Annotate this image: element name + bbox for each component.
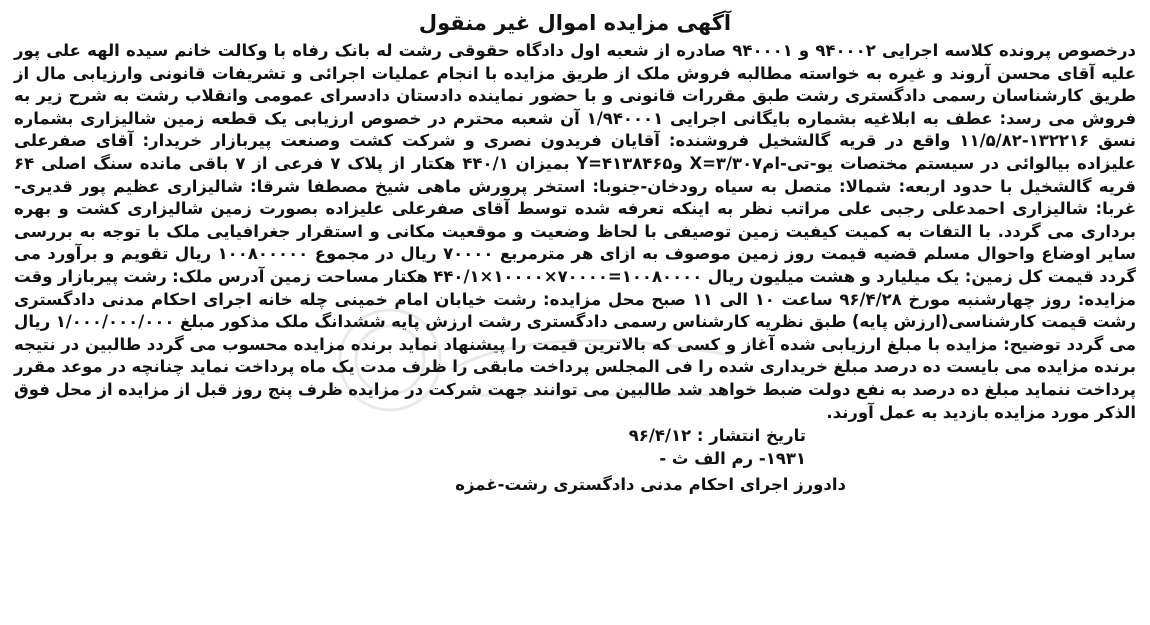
notice-title: آگهی مزایده اموال غیر منقول xyxy=(418,11,732,35)
signature-line: دادورز اجرای احکام مدنی دادگستری رشت-غمزه xyxy=(455,475,846,495)
reference-code: ۱۹۳۱- رم الف ث - xyxy=(659,449,806,469)
publish-date: تاریخ انتشار : ۹۶/۴/۱۲ xyxy=(628,426,806,446)
notice-body: درخصوص پرونده کلاسه اجرایی ۹۴۰۰۰۲ و ۹۴۰۰۰۱ صادره از شعبه اول دادگاه حقوقی رشت له بانک رفاه با وکالت خانم سیده الهه علی پور علیه آقای محسن آروند و غیره به خواسته مطالبه فروش ملک از طریق مزایده با انجام عملیات اجرائی و تشریفات قانونی وارزیابی مال از طریق کارشناسان رسمی دادگستری رشت طبق مقررات قانونی و با حضور نماینده دادستان دادسرای عمومی وانقلاب رشت به شرح زیر به فروش می رسد: عطف به ابلاغیه بشماره بایگانی اجرایی ۱/۹۴۰۰۰۱ آن شعبه محترم در خصوص ارزیابی یک قطعه زمین شالیزاری بشماره نسق ۱۳۲۲۱۶-۱۱/۵/۸۲ واقع در قریه گالشخیل فروشنده: آقایان فریدون نصری و شرکت کشت وصنعت پیربازار خریدار: آقای صفرعلی علیزاده بیالوائی در سیستم مختصات یو-تی-ام۳/۳۰۷=X و۴۱۳۸۴۶۵=Y بمیزان ۴۴۰/۱ هکتار از پلاک ۷ فرعی از ۷ باقی مانده سنگ اصلی ۶۴ قریه گالشخیل با حدود اربعه: شمالا: متصل به سیاه رودخان-جنوبا: استخر پرورش ماهی شیخ مصطفا شرقا: شالیزاری عظیم پور قدیری-غربا: شالیزاری احمدعلی رجبی علی مراتب نظر به اینکه تعرفه شده توسط آقای صفرعلی علیزاده بصورت زمین شالیزاری کشت و بهره برداری می گردد. با التفات به کمیت کیفیت زمین توصیفی با لحاظ وضعیت و موقعیت مکانی و استقرار جغرافیایی ملک با توجه به بررسی سایر اوضاع واحوال مسلم قضیه قیمت روز زمین موصوف به ازای هر مترمربع ۷۰۰۰۰ ریال در مجموع ۱۰۰۸۰۰۰۰۰ ریال تقویم و برآورد می گردد قیمت کل زمین: یک میلیارد و هشت میلیون ریال ۱۰۰۸۰۰۰۰=۷۰۰۰۰×۱۰۰۰۰×۴۴۰/۱ هکتار مساحت زمین آدرس ملک: رشت پیربازار وقت مزایده: روز چهارشنبه مورخ ۹۶/۴/۲۸ ساعت ۱۰ الی ۱۱ صبح محل مزایده: رشت خیابان امام خمینی چله خانه اجرای احکام مدنی دادگستری رشت قیمت کارشناسی(ارزش پایه) طبق نظریه کارشناس رسمی دادگستری رشت ارزش پایه ششدانگ ملک مذکور مبلغ ۱/۰۰۰/۰۰۰/۰۰۰ ریال می گردد توضیح: مزایده با مبلغ ارزیابی شده آغاز و کسی که بالاترین قیمت را پیشنهاد نماید برنده مزایده محسوب می گردد طالبین در نتیجه برنده مزایده می بایست ده درصد مبلغ خریداری شده را فی المجلس پرداخت مابقی را ظرف مدت یک ماه پرداخت نماید چنانچه در موعد مقرر پرداخت ننماید مبلغ ده درصد به نفع دولت ضبط خواهد شد طالبین می توانند جهت شرکت در مزایده ظرف پنج روز قبل از مزایده از محل فوق الذکر مورد مزایده بازدید به عمل آورند. xyxy=(14,41,1137,422)
